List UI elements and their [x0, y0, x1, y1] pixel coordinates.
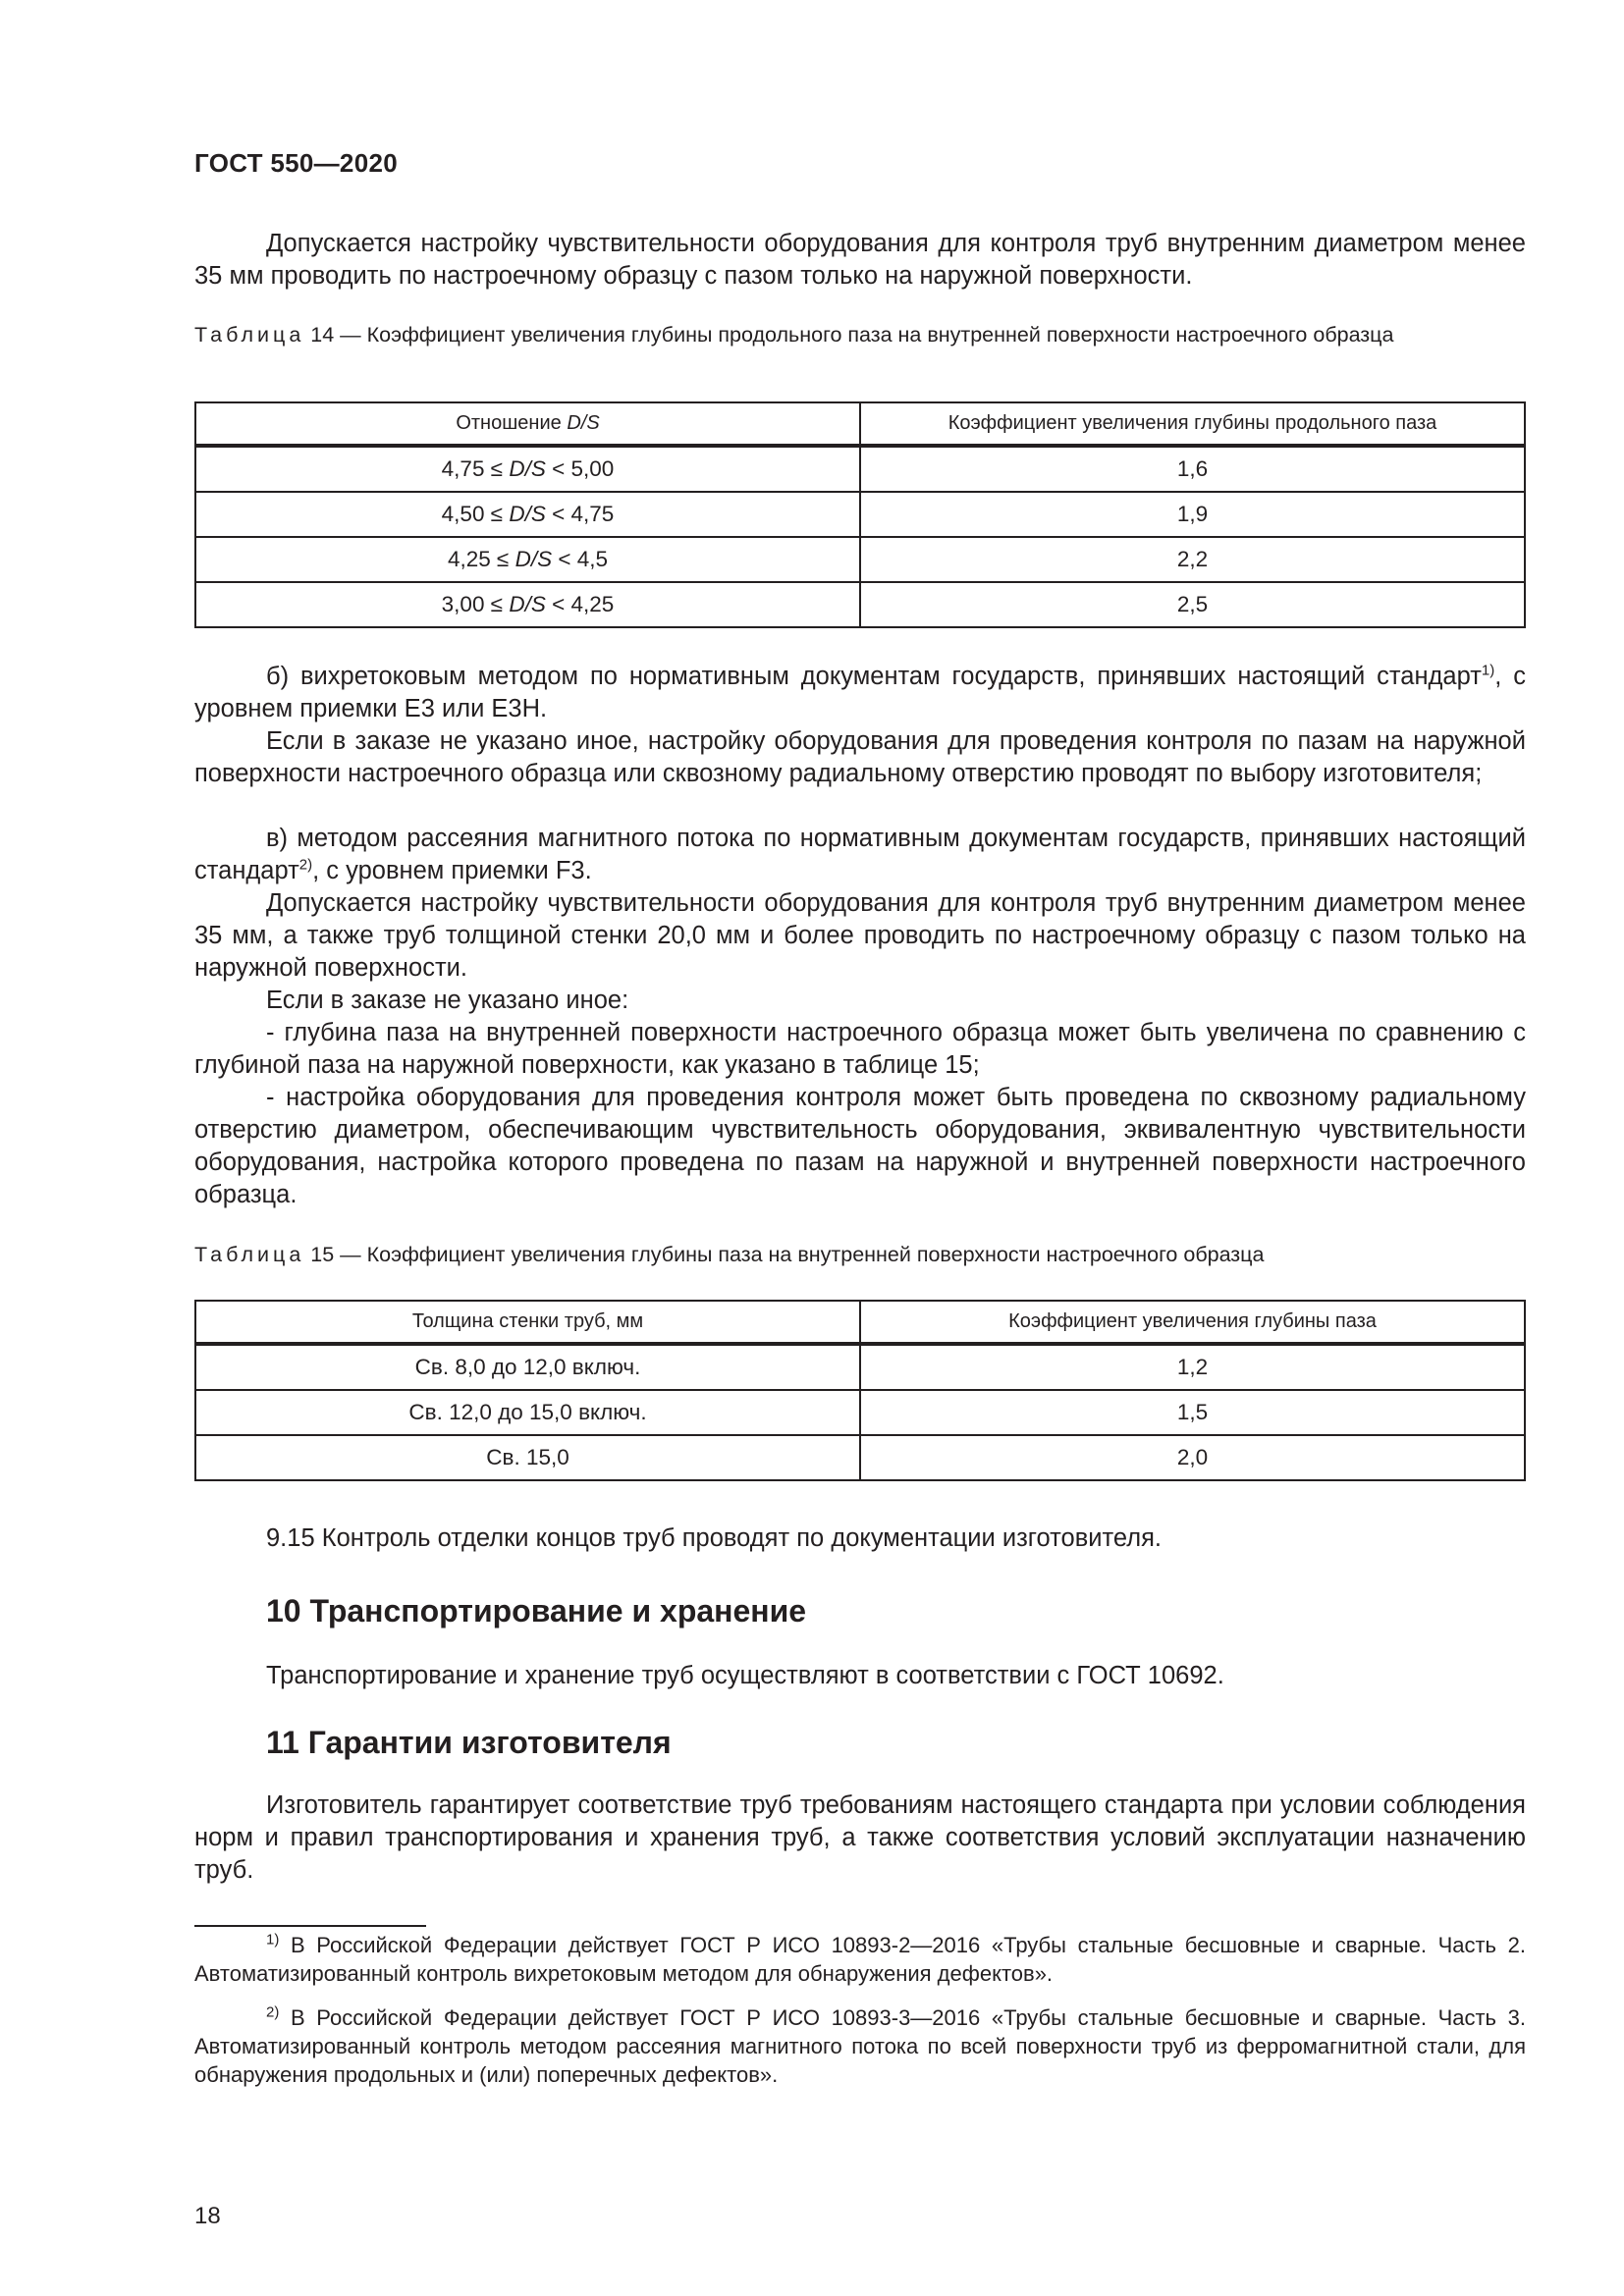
- page-header: ГОСТ 550—2020: [194, 148, 398, 178]
- document-page: [194, 0, 1526, 2296]
- table-14-caption-word: Таблица: [194, 323, 305, 347]
- paragraph-9-15: 9.15 Контроль отделки концов труб проводят по документации изготовителя.: [266, 1524, 1162, 1552]
- table-cell: 2,0: [860, 1435, 1525, 1480]
- paragraph-intro: Допускается настройку чувствительности оборудования для контроля труб внутренним диаметром менее 35 мм проводить по настроечному образцу с пазом только на наружной поверхности.: [194, 230, 1526, 290]
- footnote-divider: [194, 1925, 426, 1927]
- table-cell: 4,25 ≤ D/S < 4,5: [195, 537, 860, 582]
- table-14-header-row: [195, 402, 1525, 446]
- table-cell: 1,9: [860, 492, 1525, 537]
- table-row: [195, 1344, 1525, 1390]
- section-10-title: 10 Транспортирование и хранение: [266, 1593, 807, 1629]
- table-14-caption-text: 14 — Коэффициент увеличения глубины продольного паза на внутренней поверхности настроечного образца: [310, 323, 1394, 347]
- table-14-col2-header: Коэффициент увеличения глубины продольного паза: [860, 402, 1525, 446]
- section-10-text: Транспортирование и хранение труб осуществляют в соответствии с ГОСТ 10692.: [266, 1662, 1224, 1689]
- paragraph-b-2: Если в заказе не указано иное, настройку оборудования для проведения контроля по пазам на наружной поверхности настроечного образца или сквозному радиальному отверстию проводят по выбору изготовителя;: [194, 727, 1526, 787]
- table-15-col2-header: Коэффициент увеличения глубины паза: [860, 1301, 1525, 1344]
- table-row: [195, 582, 1525, 627]
- table-15-caption: [194, 1241, 1526, 1269]
- table-cell: Св. 12,0 до 15,0 включ.: [195, 1390, 860, 1435]
- paragraph-v-3: Если в заказе не указано иное:: [266, 987, 629, 1014]
- table-15-header-row: [195, 1301, 1525, 1344]
- table-cell: 3,00 ≤ D/S < 4,25: [195, 582, 860, 627]
- table-15: [194, 1300, 1526, 1481]
- table-14-caption: [194, 321, 1526, 349]
- list-item-2: - настройка оборудования для проведения контроля может быть проведена по сквозному радиальному отверстию диаметром, обеспечивающим чувствительность оборудования, эквивалентную чувствительности оборудования, настройка которого проведена по пазам на наружной и внутренней поверхности настроечного образца.: [194, 1084, 1526, 1208]
- footnote-2: $^{2)}$ В Российской Федерации действует ГОСТ Р ИСО 10893-3—2016 «Трубы стальные бесшовные и сварные. Часть 3. Автоматизированный контроль методом рассеяния магнитного потока по всей поверхности труб из ферромагнитной стали, для обнаружения продольных и (или) поперечных дефектов».: [194, 2003, 1526, 2087]
- paragraph-b: б) вихретоковым методом по нормативным документам государств, принявших настоящий стандарт$^{1)}$, с уровнем приемки Е3 или Е3Н.: [194, 662, 1526, 722]
- section-11-title: 11 Гарантии изготовителя: [266, 1725, 672, 1760]
- table-cell: Св. 15,0: [195, 1435, 860, 1480]
- table-cell: 1,5: [860, 1390, 1525, 1435]
- table-cell: 4,75 ≤ D/S < 5,00: [195, 446, 860, 492]
- paragraph-v: в) методом рассеяния магнитного потока по нормативным документам государств, принявших настоящий стандарт$^{2)}$, с уровнем приемки F3.: [194, 825, 1526, 884]
- table-cell: 4,50 ≤ D/S < 4,75: [195, 492, 860, 537]
- table-row: [195, 1435, 1525, 1480]
- list-item-1: - глубина паза на внутренней поверхности настроечного образца может быть увеличена по сравнению с глубиной паза на наружной поверхности, как указано в таблице 15;: [194, 1019, 1526, 1079]
- section-11-text: Изготовитель гарантирует соответствие труб требованиям настоящего стандарта при условии соблюдения норм и правил транспортирования и хранения труб, а также соответствия условий эксплуатации назначению труб.: [194, 1791, 1526, 1884]
- table-15-col1-header: Толщина стенки труб, мм: [195, 1301, 860, 1344]
- table-row: [195, 492, 1525, 537]
- table-cell: 1,6: [860, 446, 1525, 492]
- table-row: [195, 537, 1525, 582]
- table-row: [195, 446, 1525, 492]
- footnote-1: $^{1)}$ В Российской Федерации действует ГОСТ Р ИСО 10893-2—2016 «Трубы стальные бесшовные и сварные. Часть 2. Автоматизированный контроль вихретоковым методом для обнаружения дефектов».: [194, 1931, 1526, 1986]
- paragraph-v-2: Допускается настройку чувствительности оборудования для контроля труб внутренним диаметром менее 35 мм, а также труб толщиной стенки 20,0 мм и более проводить по настроечному образцу с пазом только на наружной поверхности.: [194, 889, 1526, 982]
- table-cell: 1,2: [860, 1344, 1525, 1390]
- table-15-caption-word: Таблица: [194, 1243, 305, 1266]
- table-row: [195, 1390, 1525, 1435]
- table-15-caption-text: 15 — Коэффициент увеличения глубины паза на внутренней поверхности настроечного образца: [310, 1243, 1265, 1266]
- table-14-col1-header: Отношение D/S: [195, 402, 860, 446]
- table-cell: 2,2: [860, 537, 1525, 582]
- page-number: 18: [194, 2203, 221, 2229]
- table-cell: 2,5: [860, 582, 1525, 627]
- table-cell: Св. 8,0 до 12,0 включ.: [195, 1344, 860, 1390]
- table-14: [194, 401, 1526, 628]
